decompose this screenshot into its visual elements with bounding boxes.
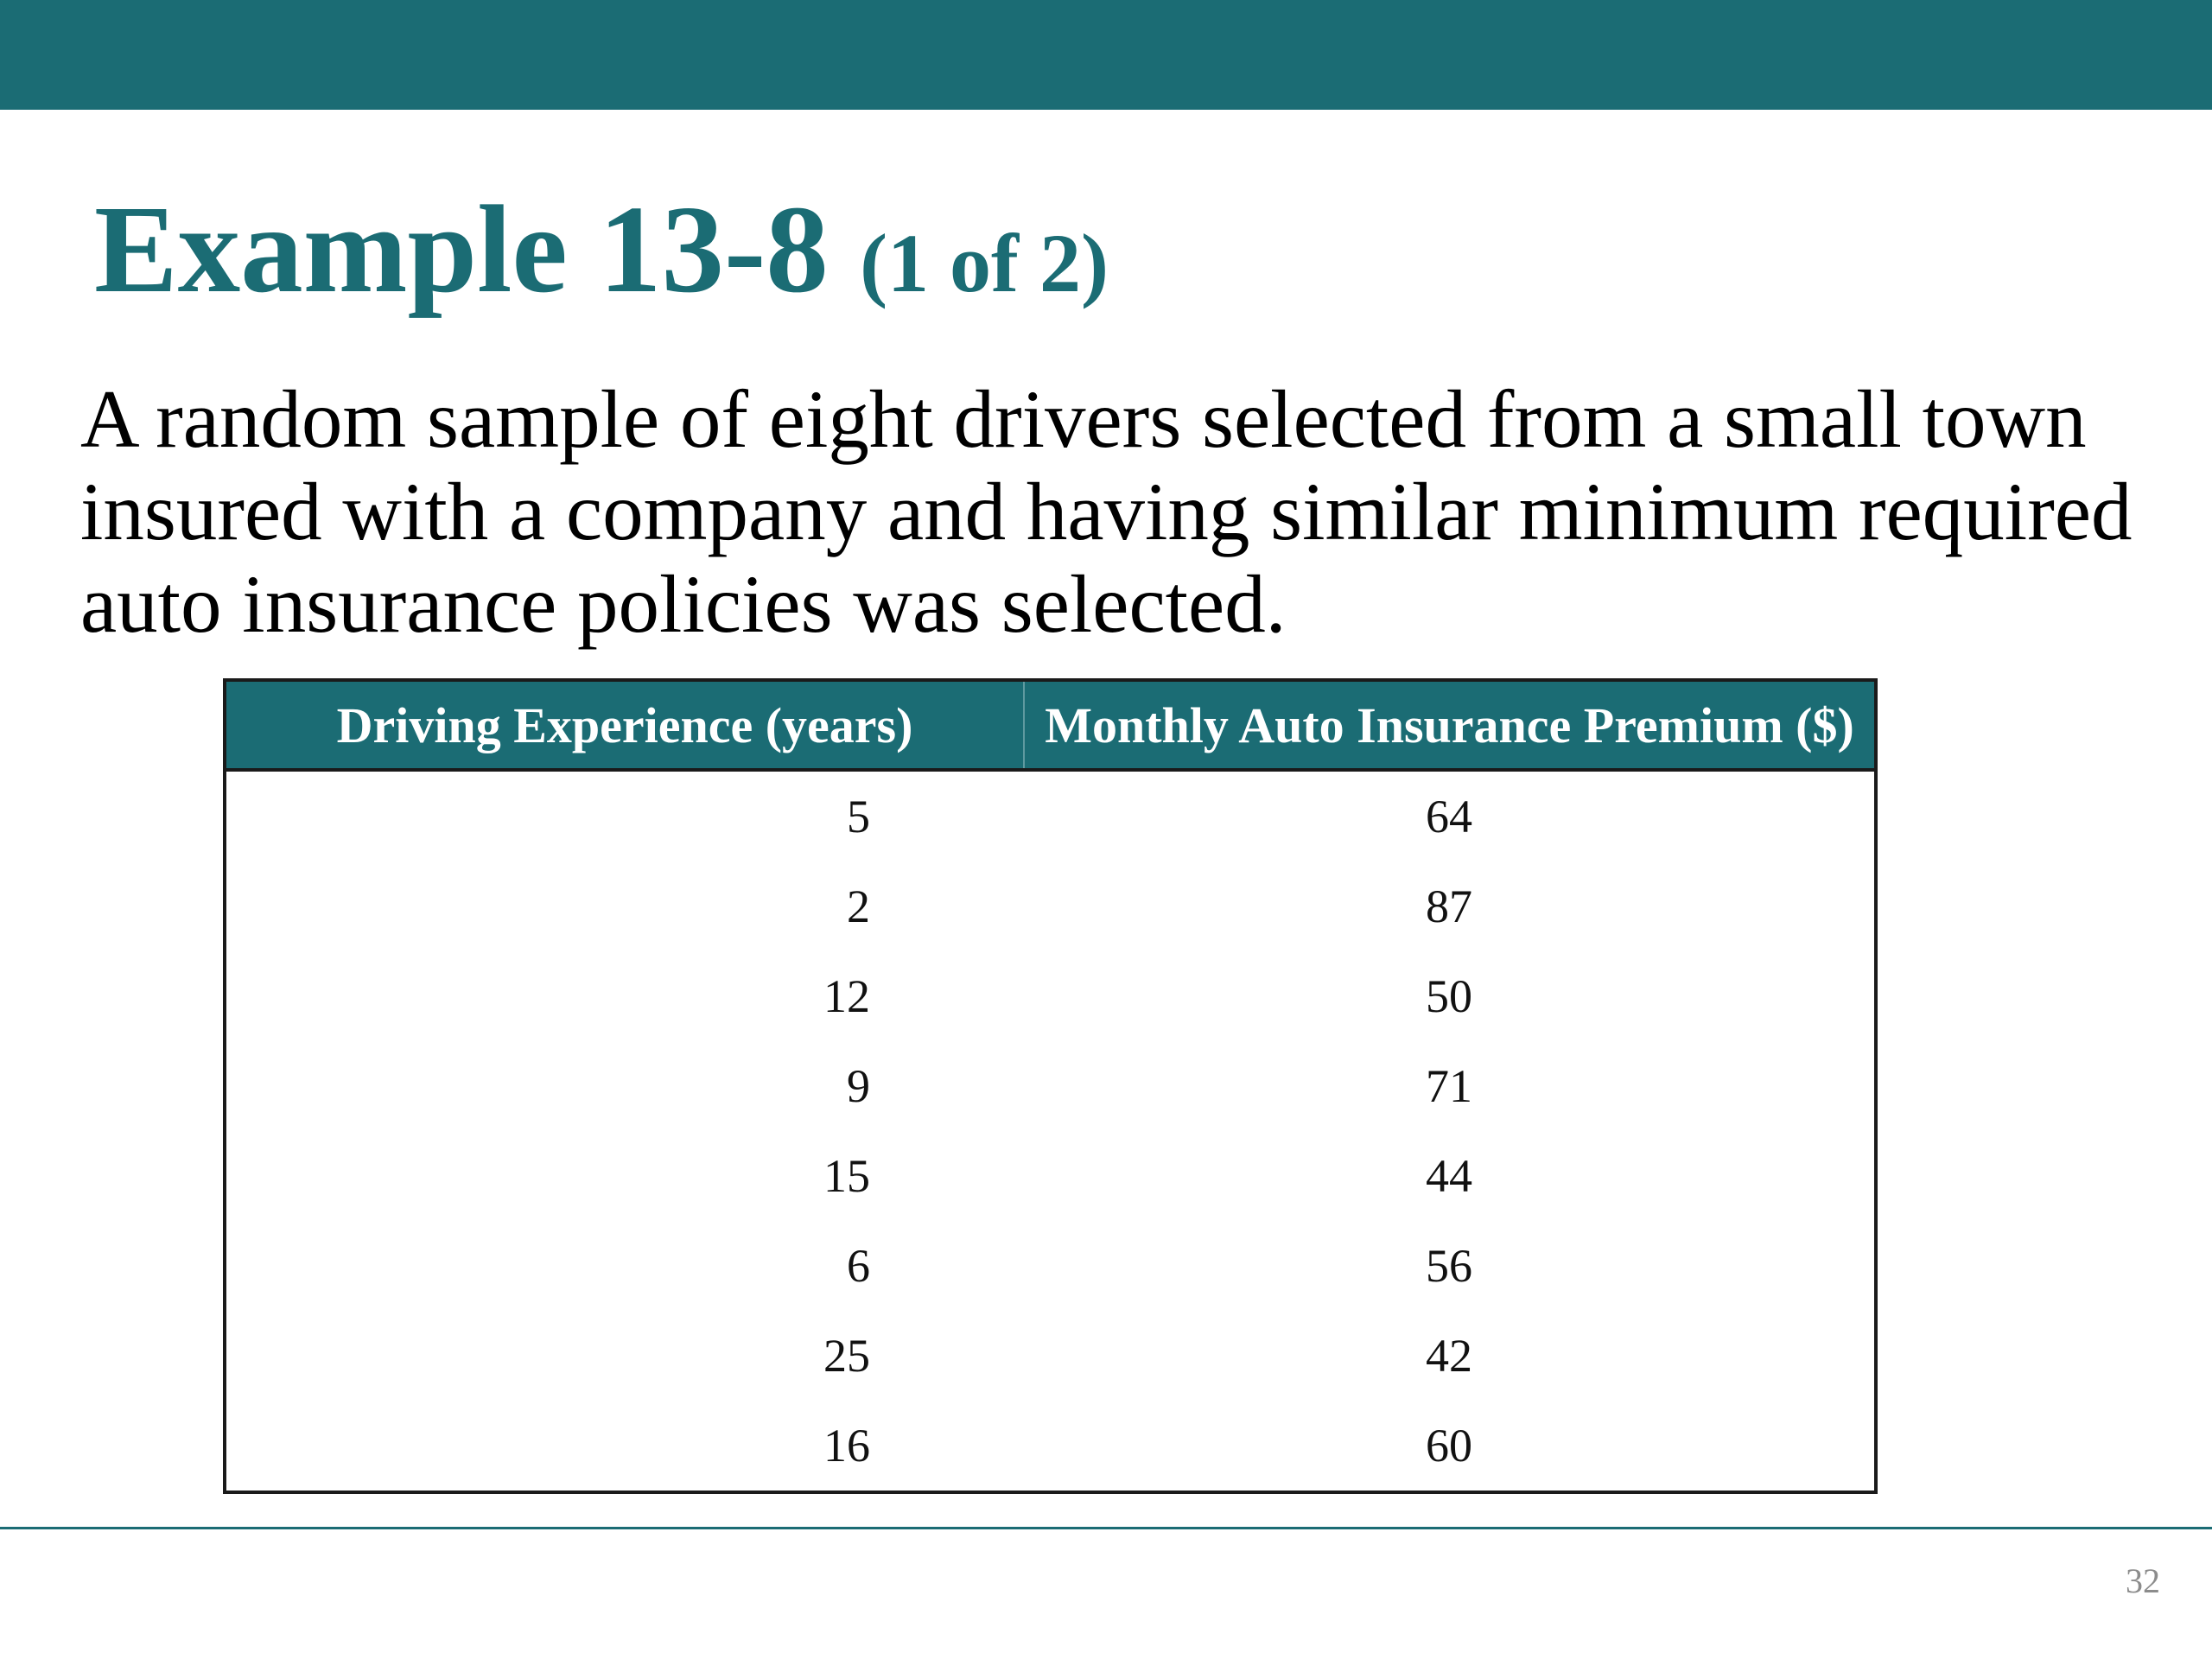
table-row — [225, 1131, 1876, 1221]
column-header-experience: Driving Experience (years) — [225, 680, 1024, 770]
slide-title — [94, 181, 1109, 320]
page-number: 32 — [2126, 1561, 2160, 1600]
cell-premium: 71 — [1426, 1060, 1472, 1112]
slide-title-sub: (1 of 2) — [860, 217, 1109, 309]
cell-experience: 25 — [823, 1330, 870, 1382]
cell-experience: 9 — [847, 1060, 870, 1112]
cell-experience: 12 — [823, 970, 870, 1022]
cell-experience: 6 — [847, 1240, 870, 1292]
cell-experience: 2 — [847, 880, 870, 932]
footer-divider — [0, 1527, 2212, 1529]
table-row — [225, 770, 1876, 861]
table-row — [225, 1041, 1876, 1131]
cell-premium: 44 — [1426, 1150, 1472, 1202]
cell-experience: 5 — [847, 791, 870, 842]
table-row — [225, 1311, 1876, 1401]
data-table — [223, 678, 1878, 1494]
column-header-premium: Monthly Auto Insurance Premium ($) — [1024, 680, 1876, 770]
cell-premium: 87 — [1426, 880, 1472, 932]
table-header — [225, 680, 1876, 770]
cell-premium: 56 — [1426, 1240, 1472, 1292]
table-header-row — [225, 680, 1876, 770]
cell-premium: 64 — [1426, 791, 1472, 842]
cell-experience: 15 — [823, 1150, 870, 1202]
cell-premium: 50 — [1426, 970, 1472, 1022]
slide-title-main: Example 13-8 — [94, 181, 829, 319]
table-row — [225, 951, 1876, 1041]
table-row — [225, 861, 1876, 951]
header-bar — [0, 0, 2212, 110]
cell-experience: 16 — [823, 1420, 870, 1471]
cell-premium: 42 — [1426, 1330, 1472, 1382]
table-row — [225, 1401, 1876, 1492]
slide-body-text: A random sample of eight drivers selected from a small town insured with a company and having similar minimum required auto insurance policies was selected. — [80, 373, 2133, 650]
table-row — [225, 1221, 1876, 1311]
table-body — [225, 770, 1876, 1492]
cell-premium: 60 — [1426, 1420, 1472, 1471]
